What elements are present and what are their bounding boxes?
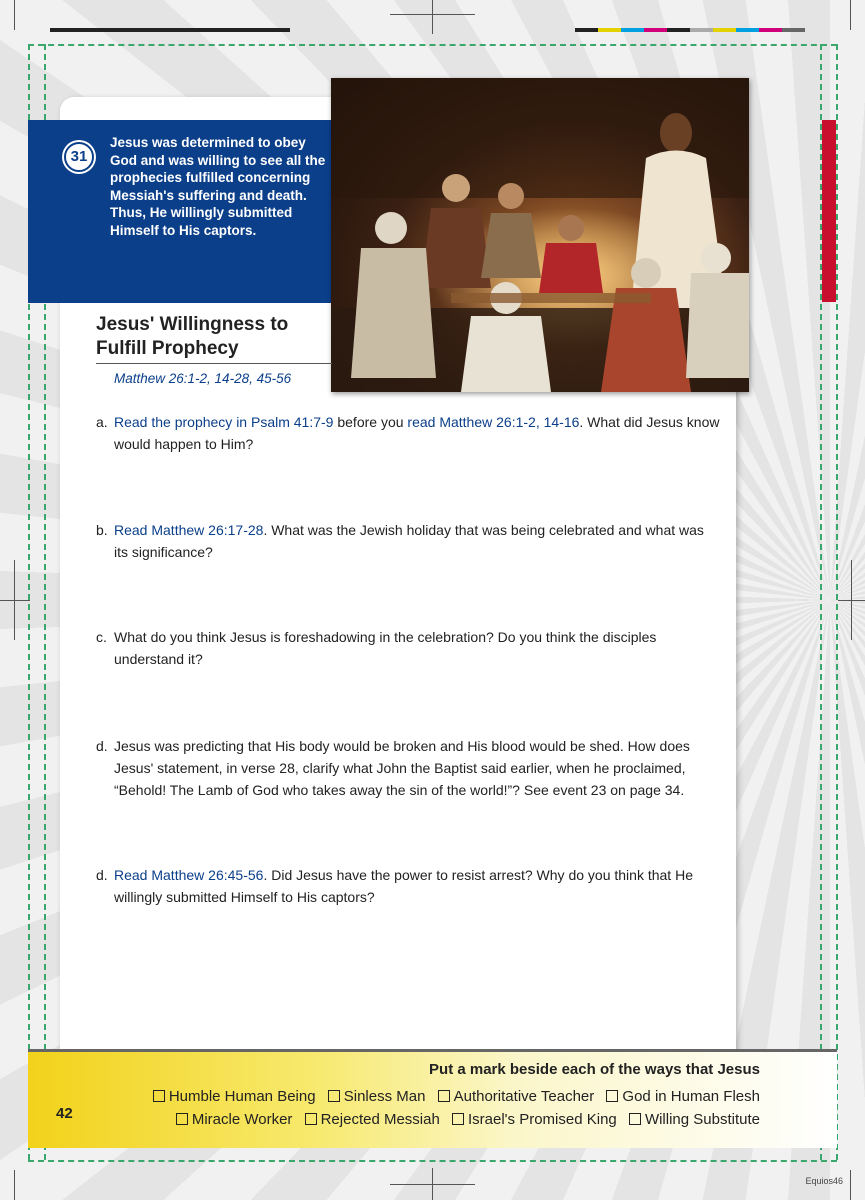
crop-mark bbox=[390, 1184, 475, 1185]
question-e bbox=[96, 864, 721, 908]
checklist-label: Rejected Messiah bbox=[320, 1111, 440, 1128]
question-text: “Behold! The Lamb of God who takes away the sin of the world!”? See event 23 on page 34. bbox=[114, 782, 685, 798]
checklist-instruction: Put a mark beside each of the ways that Jesus bbox=[429, 1061, 760, 1078]
question-text: Jesus was predicting that His body would be broken and His blood would be shed. How does bbox=[114, 738, 690, 754]
checkbox[interactable] bbox=[153, 1090, 165, 1102]
question-text: . Did Jesus have the power to resist arrest? Why do you think that He bbox=[263, 867, 693, 883]
title-divider bbox=[96, 363, 332, 364]
question-label: c. bbox=[96, 629, 107, 645]
scripture-link: Read the prophecy in Psalm 41:7-9 bbox=[114, 414, 334, 430]
crop-mark bbox=[432, 0, 433, 34]
question-label: a. bbox=[96, 414, 108, 430]
question-a bbox=[96, 411, 721, 455]
checkbox[interactable] bbox=[305, 1113, 317, 1125]
question-label: d. bbox=[96, 738, 108, 754]
question-text: What do you think Jesus is foreshadowing in the celebration? Do you think the disciples bbox=[114, 629, 657, 645]
checkbox[interactable] bbox=[606, 1090, 618, 1102]
checklist-label: Israel's Promised King bbox=[468, 1111, 617, 1128]
scripture-reference: Matthew 26:1-2, 14-28, 45-56 bbox=[114, 371, 292, 386]
event-callout bbox=[28, 120, 331, 303]
checklist-item[interactable] bbox=[629, 1111, 760, 1128]
question-text: would happen to Him? bbox=[114, 436, 254, 452]
checklist-row bbox=[168, 1111, 760, 1128]
question-text: . What did Jesus know bbox=[579, 414, 720, 430]
painting-illustration bbox=[331, 78, 749, 392]
checklist-item[interactable] bbox=[438, 1088, 595, 1105]
question-b bbox=[96, 519, 721, 563]
question-label: b. bbox=[96, 522, 108, 538]
bleed-line bbox=[836, 44, 838, 1160]
crop-mark bbox=[14, 0, 15, 30]
checklist-label: Miracle Worker bbox=[191, 1111, 293, 1128]
checkbox[interactable] bbox=[629, 1113, 641, 1125]
bleed-line bbox=[28, 1160, 837, 1162]
checkbox[interactable] bbox=[328, 1090, 340, 1102]
section-title-line: Jesus' Willingness to bbox=[96, 314, 289, 335]
checklist-item[interactable] bbox=[176, 1111, 293, 1128]
section-title-line: Fulfill Prophecy bbox=[96, 338, 239, 359]
question-text: understand it? bbox=[114, 651, 203, 667]
checklist-label: Authoritative Teacher bbox=[453, 1088, 595, 1105]
checkbox[interactable] bbox=[452, 1113, 464, 1125]
question-d bbox=[96, 735, 721, 801]
section-title bbox=[96, 313, 326, 361]
question-c bbox=[96, 626, 721, 670]
crop-mark bbox=[851, 560, 852, 640]
checklist-label: Sinless Man bbox=[343, 1088, 426, 1105]
crop-mark bbox=[14, 560, 15, 640]
event-callout-text: Jesus was determined to obey God and was willing to see all the prophecies fulfilled concerning Messiah's suffering and death. Thus, He willingly submitted Himself to His captors. bbox=[110, 135, 326, 238]
question-text: its significance? bbox=[114, 544, 213, 560]
crop-mark bbox=[14, 1170, 15, 1200]
registration-bar bbox=[575, 28, 805, 32]
checklist-item[interactable] bbox=[452, 1111, 617, 1128]
page-number: 42 bbox=[56, 1105, 73, 1122]
question-text: before you bbox=[333, 414, 408, 430]
checklist-label: Humble Human Being bbox=[168, 1088, 316, 1105]
bleed-line bbox=[28, 44, 837, 46]
chapter-tab bbox=[822, 120, 836, 302]
registration-bar bbox=[50, 28, 290, 32]
question-label: d. bbox=[96, 867, 108, 883]
scripture-link: read Matthew 26:1-2, 14-16 bbox=[407, 414, 580, 430]
question-text: . What was the Jewish holiday that was being celebrated and what was bbox=[263, 522, 704, 538]
checklist-label: God in Human Flesh bbox=[622, 1088, 760, 1105]
question-text: Jesus' statement, in verse 28, clarify what John the Baptist said earlier, when he proclaimed, bbox=[114, 760, 686, 776]
checklist-item[interactable] bbox=[153, 1088, 316, 1105]
scripture-link: Read Matthew 26:45-56 bbox=[114, 867, 264, 883]
crop-mark bbox=[390, 14, 475, 15]
checklist-item[interactable] bbox=[606, 1088, 760, 1105]
checklist-item[interactable] bbox=[305, 1111, 440, 1128]
checklist-label: Willing Substitute bbox=[644, 1111, 760, 1128]
crop-mark bbox=[850, 1170, 851, 1200]
checklist-item[interactable] bbox=[328, 1088, 426, 1105]
crop-mark bbox=[850, 0, 851, 30]
checklist-row bbox=[145, 1088, 760, 1105]
question-text: willingly submitted Himself to His captors? bbox=[114, 889, 375, 905]
event-number-badge: 31 bbox=[64, 142, 94, 172]
crop-mark bbox=[0, 600, 30, 601]
checkbox[interactable] bbox=[438, 1090, 450, 1102]
last-supper-painting bbox=[331, 78, 749, 392]
scripture-link: Read Matthew 26:17-28 bbox=[114, 522, 264, 538]
imprint-label: Equios46 bbox=[805, 1176, 843, 1186]
checkbox[interactable] bbox=[176, 1113, 188, 1125]
